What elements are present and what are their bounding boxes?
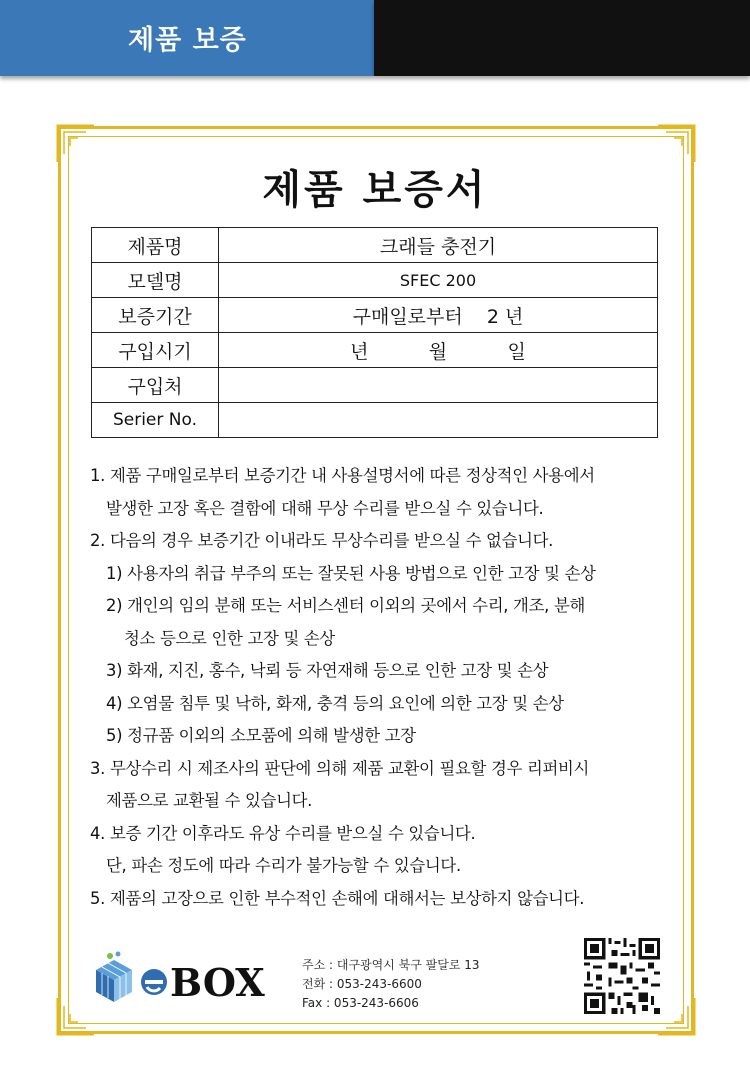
serial-number-label: Serier No.	[92, 403, 219, 438]
note-line: 3) 화재, 지진, 홍수, 낙뢰 등 자연재해 등으로 인한 고장 및 손상	[106, 661, 549, 680]
note-line: 제품으로 교환될 수 있습니다.	[106, 791, 313, 810]
table-row	[92, 298, 658, 333]
ebox-logo	[90, 948, 280, 1008]
purchase-place-label: 구입처	[92, 368, 219, 403]
warranty-notes	[90, 460, 680, 915]
note-line: 3. 무상수리 시 제조사의 판단에 의해 제품 교환이 필요할 경우 리퍼비시	[90, 758, 590, 778]
note-line: 4. 보증 기간 이후라도 유상 수리를 받으실 수 있습니다.	[90, 823, 476, 843]
table-row	[92, 333, 658, 368]
serial-number-value	[219, 403, 658, 438]
table-row	[92, 368, 658, 403]
purchase-date-value: 년 월 일	[219, 333, 658, 368]
corner-ornament-bottom-right	[656, 996, 696, 1036]
model-name-value: SFEC 200	[219, 263, 658, 298]
header-bar	[0, 0, 750, 76]
note-line: 5. 제품의 고장으로 인한 부수적인 손해에 대해서는 보상하지 않습니다.	[90, 888, 585, 908]
table-row	[92, 263, 658, 298]
header-title: 제품 보증	[128, 25, 247, 56]
warranty-period-value: 구매일로부터 2 년	[219, 298, 658, 333]
note-line: 2. 다음의 경우 보증기간 이내라도 무상수리를 받으실 수 없습니다.	[90, 531, 554, 550]
model-name-label: 모델명	[92, 263, 219, 298]
purchase-date-label: 구입시기	[92, 333, 219, 368]
product-name-value: 크래들 충전기	[219, 228, 658, 263]
header-dark-panel	[374, 0, 750, 76]
address-text: 주소 : 대구광역시 북구 팔달로 13	[302, 958, 480, 972]
note-line: 단, 파손 정도에 따라 수리가 불가능할 수 있습니다.	[106, 856, 461, 875]
product-name-label: 제품명	[92, 228, 219, 263]
svg-text:BOX: BOX	[170, 960, 265, 1005]
warranty-info-table	[91, 227, 658, 438]
purchase-place-value	[219, 368, 658, 403]
qr-code-icon[interactable]	[584, 938, 660, 1014]
note-line: 청소 등으로 인한 고장 및 손상	[124, 628, 335, 648]
phone-text: 전화 : 053-243-6600	[302, 977, 422, 991]
warranty-period-label: 보증기간	[92, 298, 219, 333]
table-row	[92, 403, 658, 438]
note-line: 발생한 고장 혹은 결함에 대해 무상 수리를 받으실 수 있습니다.	[106, 498, 544, 518]
cube-icon	[96, 952, 132, 1003]
note-line: 1. 제품 구매일로부터 보증기간 내 사용설명서에 따른 정상적인 사용에서	[90, 466, 595, 485]
fax-text: Fax : 053-243-6606	[302, 996, 419, 1010]
document-title: 제품 보증서	[262, 167, 488, 213]
table-row	[92, 228, 658, 263]
note-line: 4) 오염물 침투 및 낙하, 화재, 충격 등의 요인에 의한 고장 및 손상	[106, 693, 564, 713]
note-line: 5) 정규품 이외의 소모품에 의해 발생한 고장	[106, 726, 416, 745]
contact-info	[302, 956, 480, 1013]
e-letter-icon	[141, 969, 167, 995]
note-line: 1) 사용자의 취급 부주의 또는 잘못된 사용 방법으로 인한 고장 및 손상	[106, 563, 596, 583]
note-line: 2) 개인의 임의 분해 또는 서비스센터 이외의 곳에서 수리, 개조, 분해	[106, 596, 586, 615]
